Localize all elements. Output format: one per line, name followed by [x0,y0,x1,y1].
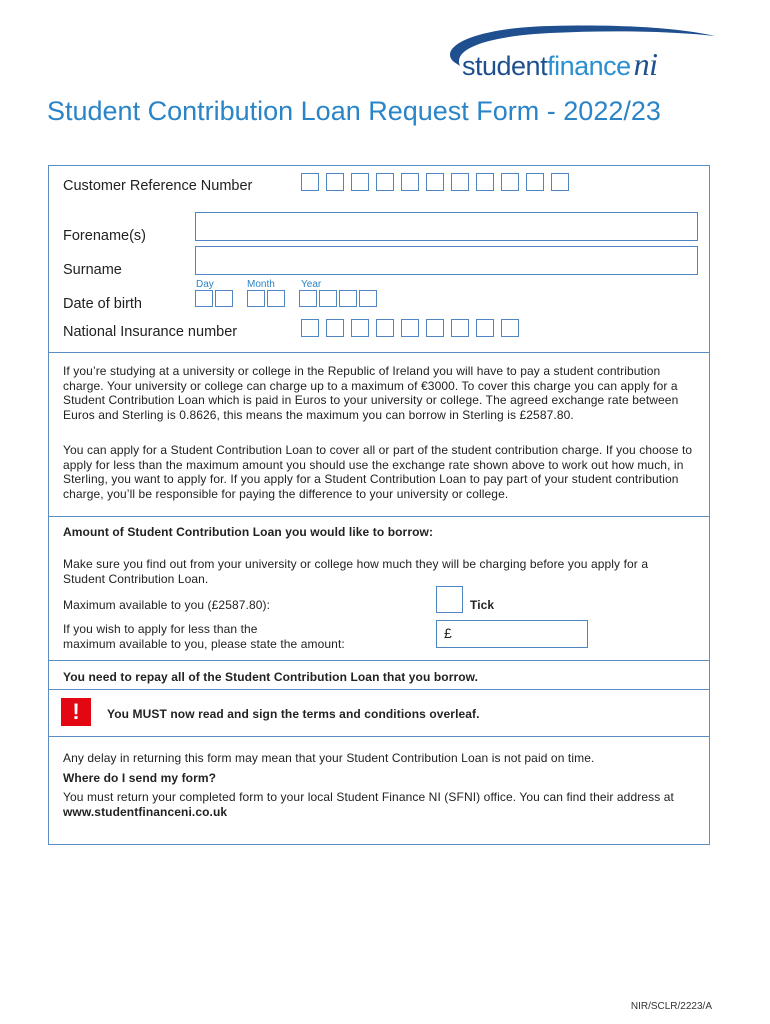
surname-label: Surname [63,262,122,278]
ni-char-box[interactable] [476,319,494,337]
ni-char-box[interactable] [426,319,444,337]
crn-input[interactable] [301,173,576,191]
section-divider [49,516,709,517]
student-finance-ni-logo [430,22,730,84]
dob-label: Date of birth [63,296,142,312]
section-divider [49,736,709,737]
crn-digit-box[interactable] [451,173,469,191]
crn-digit-box[interactable] [476,173,494,191]
dob-separator [287,290,299,307]
logo-wordmark [462,46,658,83]
forenames-field[interactable] [195,212,698,241]
dob-month-label: Month [247,279,275,290]
page-title: Student Contribution Loan Request Form - 2022/23 [47,96,661,126]
dob-day-box[interactable] [195,290,213,307]
max-amount-tickbox[interactable] [436,586,463,613]
ni-char-box[interactable] [401,319,419,337]
send-body [63,790,683,819]
warning-text: You MUST now read and sign the terms and conditions overleaf. [107,707,480,721]
ni-label: National Insurance number [63,324,238,340]
crn-digit-box[interactable] [551,173,569,191]
send-heading: Where do I send my form? [63,771,217,785]
crn-digit-box[interactable] [376,173,394,191]
section-divider [49,689,709,690]
surname-field[interactable] [195,246,698,275]
crn-digit-box[interactable] [501,173,519,191]
dob-year-box[interactable] [299,290,317,307]
section-divider [49,352,709,353]
crn-digit-box[interactable] [351,173,369,191]
max-available-label: Maximum available to you (£2587.80): [63,598,271,612]
dob-day-label: Day [196,279,214,290]
dob-year-box[interactable] [339,290,357,307]
repay-note: You need to repay all of the Student Contribution Loan that you borrow. [63,670,479,684]
ni-char-box[interactable] [501,319,519,337]
dob-year-box[interactable] [359,290,377,307]
less-amount-label-line2: maximum available to you, please state the amount: [63,637,345,651]
less-amount-label-line1: If you wish to apply for less than the [63,622,258,636]
crn-digit-box[interactable] [426,173,444,191]
info-paragraph-1: If you’re studying at a university or college in the Republic of Ireland you will have to pay a student contribution charge. Your university or college can charge up to a maximum of €3000. To cover this charge you can apply for a Student Contribution Loan which is paid in Euros to your university or college. The agreed exchange rate between Euros and Sterling is 0.8626, this means the maximum you can borrow in Sterling is £2587.80. [63,364,679,422]
tick-label: Tick [470,598,495,612]
amount-heading: Amount of Student Contribution Loan you would like to borrow: [63,525,434,539]
dob-year-box[interactable] [319,290,337,307]
ni-char-box[interactable] [351,319,369,337]
ni-char-box[interactable] [376,319,394,337]
section-divider [49,660,709,661]
crn-label: Customer Reference Number [63,178,253,194]
dob-month-box[interactable] [267,290,285,307]
ni-char-box[interactable] [451,319,469,337]
forenames-label: Forename(s) [63,228,146,244]
warning-icon: ! [61,698,91,726]
dob-month-box[interactable] [247,290,265,307]
logo-word-ni: ni [633,46,658,82]
send-body-text: You must return your completed form to your local Student Finance NI (SFNI) office. You can find their address at [63,790,674,804]
crn-digit-box[interactable] [301,173,319,191]
logo-word-finance: finance [547,51,631,81]
dob-input[interactable] [195,290,379,307]
form-reference-code: NIR/SCLR/2223/A [630,1001,712,1012]
amount-field[interactable] [436,620,588,648]
crn-digit-box[interactable] [326,173,344,191]
website-link[interactable]: www.studentfinanceni.co.uk [63,804,228,819]
crn-digit-box[interactable] [401,173,419,191]
delay-note: Any delay in returning this form may mean that your Student Contribution Loan is not paid on time. [63,751,595,765]
ni-char-box[interactable] [326,319,344,337]
dob-day-box[interactable] [215,290,233,307]
amount-note: Make sure you find out from your university or college how much they will be charging before you apply for a Student Contribution Loan. [63,557,649,586]
dob-separator [235,290,247,307]
dob-year-label: Year [301,279,322,290]
form-container [48,165,710,845]
currency-symbol: £ [444,625,452,641]
info-paragraph-2: You can apply for a Student Contribution Loan to cover all or part of the student contribution charge. If you choose to apply for less than the maximum amount you should use the exchange rate shown above to work out how much, in Sterling, you want to apply for. If you apply for a Student Contribution Loan to pay part of your student contribution charge, you’ll be responsible for paying the difference to your university or college. [63,443,693,501]
crn-digit-box[interactable] [526,173,544,191]
logo-word-student: student [462,51,548,81]
ni-char-box[interactable] [301,319,319,337]
ni-input[interactable] [301,319,526,337]
